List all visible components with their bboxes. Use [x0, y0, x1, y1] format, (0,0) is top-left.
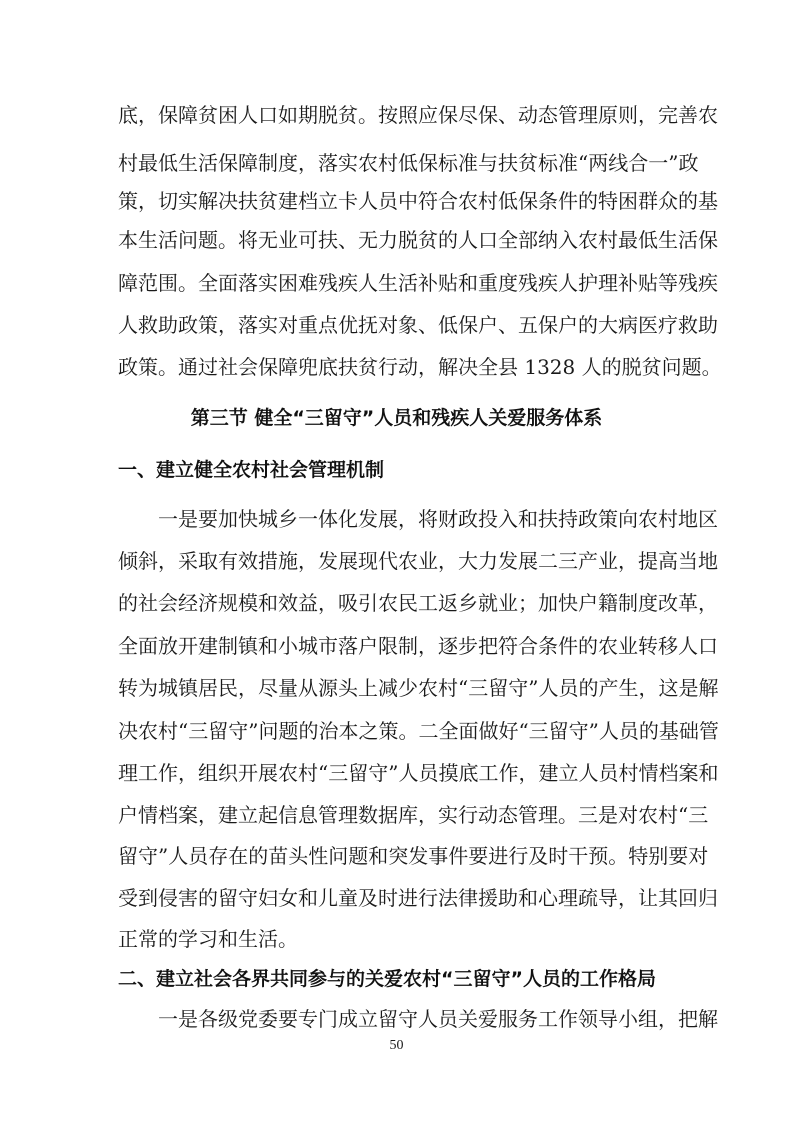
text-line: 村最低生活保障制度，落实农村低保标准与扶贫标准“两线合一”政	[118, 151, 699, 175]
text-line: 政策。通过社会保障兜底扶贫行动，解决全县 1328 人的脱贫问题。	[118, 355, 722, 379]
text-line: 一是各级党委要专门成立留守人员关爱服务工作领导小组，把解	[158, 1007, 718, 1031]
text-line: 障范围。全面落实困难残疾人生活补贴和重度残疾人护理补贴等残疾	[118, 271, 718, 295]
text-line: 正常的学习和生活。	[118, 927, 298, 951]
text-line: 留守”人员存在的苗头性问题和突发事件要进行及时干预。特别要对	[118, 844, 709, 868]
text-line: 转为城镇居民，尽量从源头上减少农村“三留守”人员的产生，这是解	[118, 676, 719, 700]
text-line: 人救助政策，落实对重点优抚对象、低保户、五保户的大病医疗救助	[118, 313, 718, 337]
text-line: 底，保障贫困人口如期脱贫。按照应保尽保、动态管理原则，完善农	[118, 103, 718, 127]
text-line: 全面放开建制镇和小城市落户限制，逐步把符合条件的农业转移人口	[118, 634, 718, 658]
section-title: 第三节 健全“三留守”人员和残疾人关爱服务体系	[190, 407, 603, 429]
page-number: 50	[389, 1038, 404, 1053]
text-line: 受到侵害的留守妇女和儿童及时进行法律援助和心理疏导，让其回归	[118, 886, 718, 910]
text-line: 策，切实解决扶贫建档立卡人员中符合农村低保条件的特困群众的基	[118, 189, 718, 213]
text-line: 理工作，组织开展农村“三留守”人员摸底工作，建立人员村情档案和	[118, 761, 719, 785]
text-line: 决农村“三留守”问题的治本之策。二全面做好“三留守”人员的基础管	[118, 719, 719, 743]
text-line: 户情档案，建立起信息管理数据库，实行动态管理。三是对农村“三	[118, 803, 709, 827]
sub-heading: 二、建立社会各界共同参与的关爱农村“三留守”人员的工作格局	[118, 968, 656, 990]
text-line: 本生活问题。将无业可扶、无力脱贫的人口全部纳入农村最低生活保	[118, 228, 718, 252]
sub-heading: 一、建立健全农村社会管理机制	[118, 459, 385, 481]
text-line: 的社会经济规模和效益，吸引农民工返乡就业；加快户籍制度改革，	[118, 591, 718, 615]
text-line: 倾斜，采取有效措施，发展现代农业，大力发展二三产业，提高当地	[118, 549, 718, 573]
text-line: 一是要加快城乡一体化发展，将财政投入和扶持政策向农村地区	[158, 507, 718, 531]
